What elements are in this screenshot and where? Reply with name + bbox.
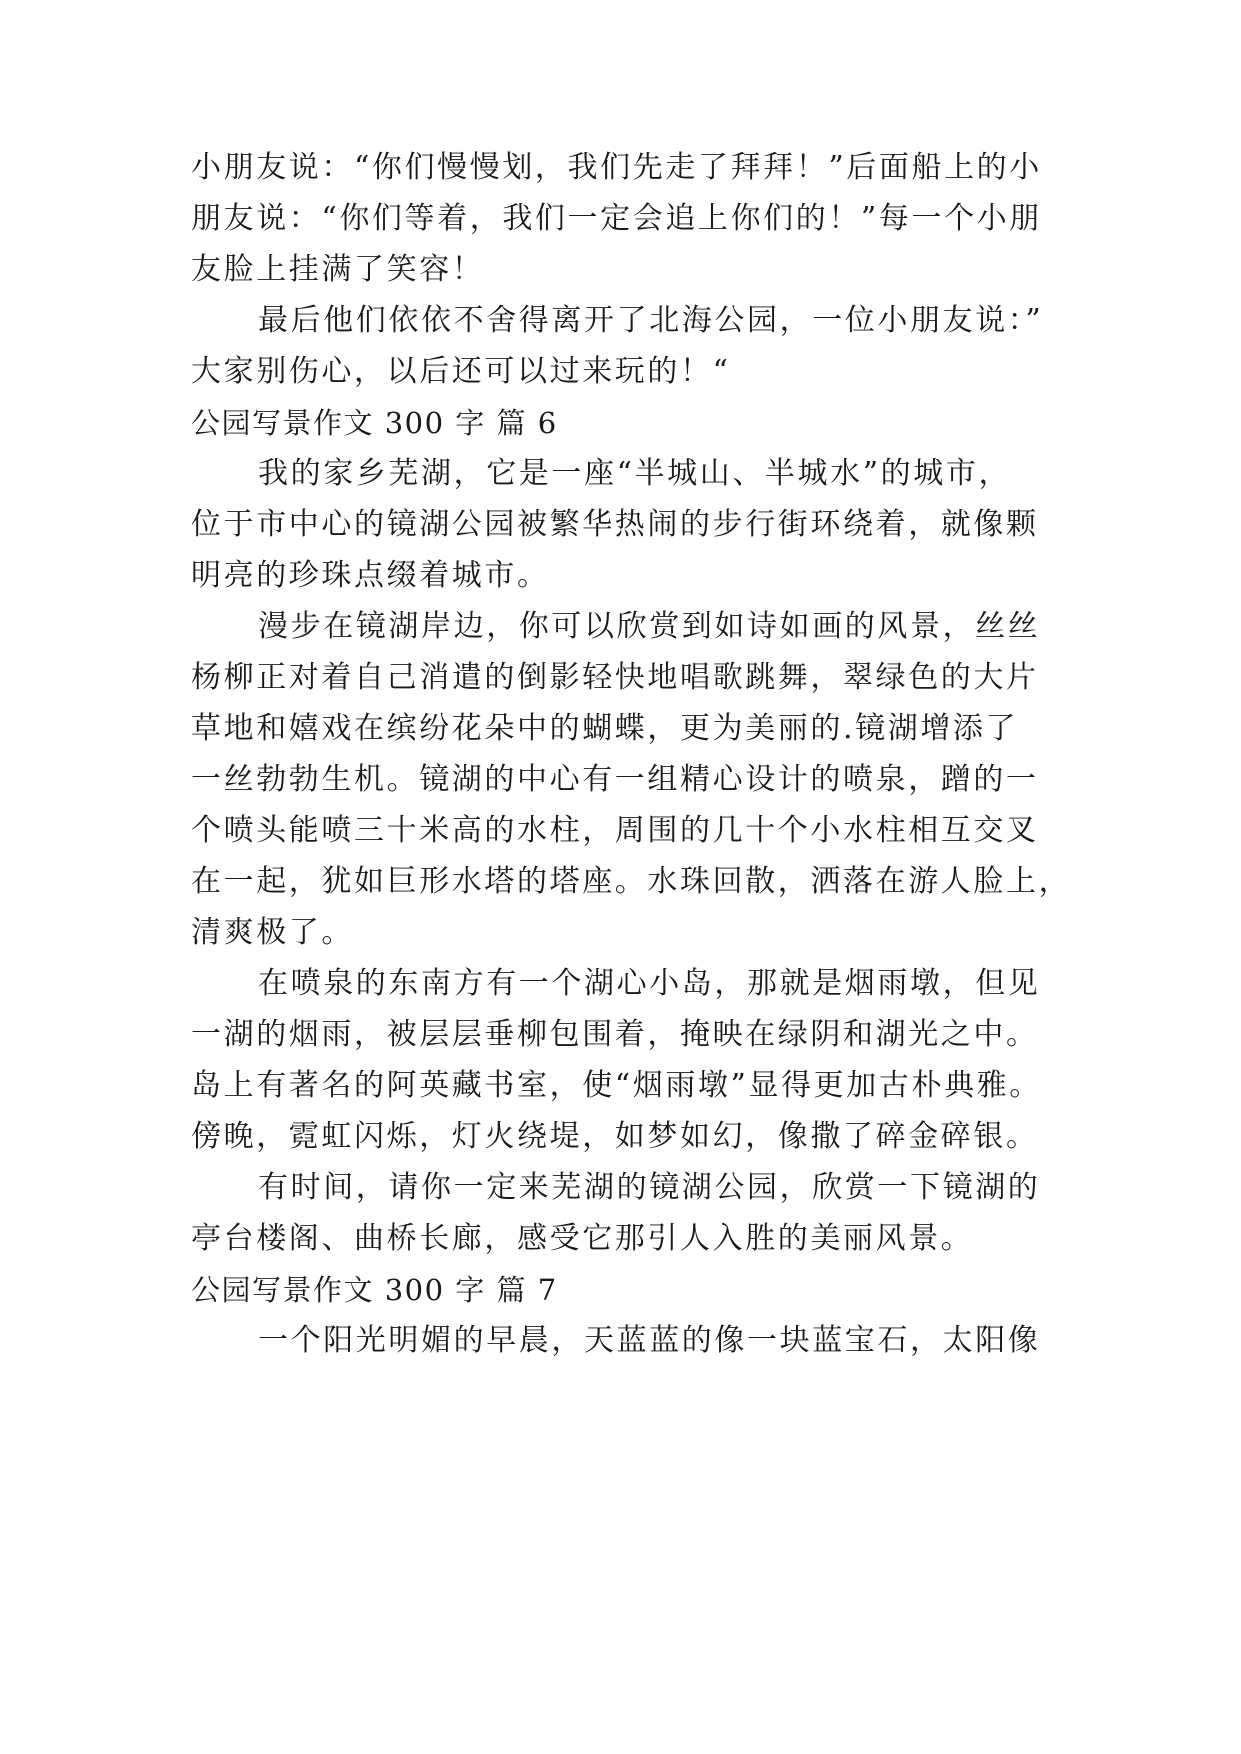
paragraph-first-line: 我的家乡芜湖，它是一座“半城山、半城水”的城市，	[258, 456, 1012, 491]
paragraph-first-line: 漫步在镜湖岸边，你可以欣赏到如诗如画的风景，丝丝	[258, 609, 1041, 644]
text-line: 小朋友说：“你们慢慢划，我们先走了拜拜！”后面船上的小	[191, 150, 1042, 185]
text-line: 杨柳正对着自己消遣的倒影轻快地唱歌跳舞，翠绿色的大片	[191, 660, 1039, 695]
paragraph-first-line: 在喷泉的东南方有一个湖心小岛，那就是烟雨墩，但见	[258, 966, 1041, 1001]
text-line: 友脸上挂满了笑容！	[191, 252, 485, 287]
paragraph-first-line: 一个阳光明媚的早晨，天蓝蓝的像一块蓝宝石，太阳像	[258, 1323, 1041, 1358]
paragraph-first-line: 有时间，请你一定来芜湖的镜湖公园，欣赏一下镜湖的	[258, 1170, 1041, 1205]
text-line: 位于市中心的镜湖公园被繁华热闹的步行街环绕着，就像颗	[191, 507, 1039, 542]
text-line: 一丝勃勃生机。镜湖的中心有一组精心设计的喷泉，蹭的一	[191, 762, 1039, 797]
section-heading: 公园写景作文 300 字 篇 7	[191, 1273, 558, 1307]
text-line: 一湖的烟雨，被层层垂柳包围着，掩映在绿阴和湖光之中。	[191, 1017, 1039, 1052]
text-line: 草地和嬉戏在缤纷花朵中的蝴蝶，更为美丽的.镜湖增添了	[191, 711, 1019, 746]
text-line: 明亮的珍珠点缀着城市。	[191, 558, 550, 593]
text-line: 清爽极了。	[191, 915, 354, 950]
paragraph-first-line: 最后他们依依不舍得离开了北海公园，一位小朋友说：”	[258, 303, 1044, 338]
section-heading: 公园写景作文 300 字 篇 6	[191, 406, 558, 440]
text-line: 傍晚，霓虹闪烁，灯火绕堤，如梦如幻，像撒了碎金碎银。	[191, 1119, 1039, 1154]
text-line: 朋友说：“你们等着，我们一定会追上你们的！”每一个小朋	[191, 201, 1042, 236]
text-line: 个喷头能喷三十米高的水柱，周围的几十个小水柱相互交叉	[191, 813, 1039, 848]
text-line: 大家别伤心，以后还可以过来玩的！“	[191, 354, 731, 389]
text-line: 亭台楼阁、曲桥长廊，感受它那引人入胜的美丽风景。	[191, 1221, 974, 1256]
text-line: 在一起，犹如巨形水塔的塔座。水珠回散，洒落在游人脸上，	[191, 864, 1072, 899]
text-line: 岛上有著名的阿英藏书室，使“烟雨墩”显得更加古朴典雅。	[191, 1068, 1042, 1103]
